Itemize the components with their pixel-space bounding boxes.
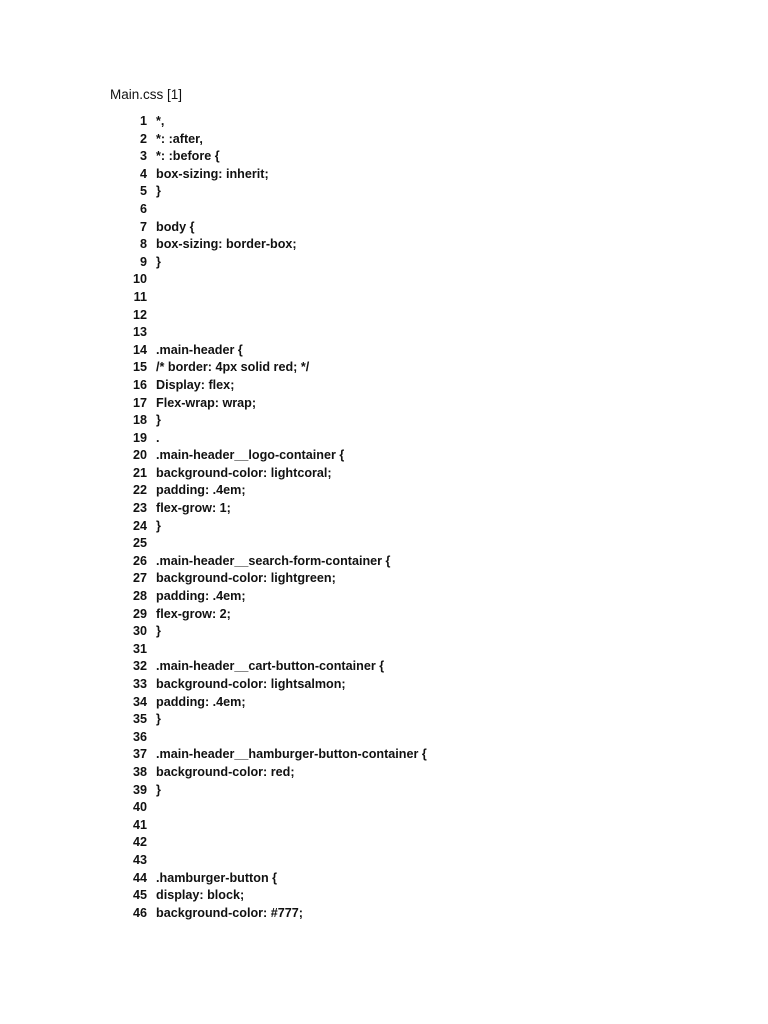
line-number: 7 [139, 219, 147, 234]
code-line [110, 729, 670, 747]
line-text: padding: .4em; [156, 589, 246, 604]
line-number: 45 [132, 888, 147, 903]
line-text: Flex-wrap: wrap; [156, 395, 257, 410]
line-number: 12 [132, 307, 147, 322]
line-number: 41 [132, 817, 147, 832]
code-line [110, 782, 670, 800]
line-number: 28 [132, 589, 147, 604]
code-line [110, 236, 670, 254]
line-text: box-sizing: border-box; [156, 237, 297, 252]
line-number: 25 [132, 536, 147, 551]
line-text: background-color: red; [156, 764, 295, 779]
line-number: 23 [132, 501, 147, 516]
line-number: 2 [139, 131, 147, 146]
code-line [110, 694, 670, 712]
line-text: background-color: #777; [156, 905, 303, 920]
code-line [110, 588, 670, 606]
line-number: 42 [132, 835, 147, 850]
code-line [110, 324, 670, 342]
line-text: *: :after, [156, 131, 203, 146]
code-line [110, 183, 670, 201]
code-line [110, 535, 670, 553]
line-text: . [156, 430, 160, 445]
code-line [110, 271, 670, 289]
line-text: .main-header__search-form-container { [156, 553, 391, 568]
line-number: 29 [132, 606, 147, 621]
line-number: 16 [132, 377, 147, 392]
code-line [110, 148, 670, 166]
line-number: 40 [132, 800, 147, 815]
line-text: background-color: lightgreen; [156, 571, 336, 586]
code-line [110, 764, 670, 782]
line-number: 37 [132, 747, 147, 762]
code-line [110, 641, 670, 659]
line-number: 31 [132, 641, 147, 656]
code-line [110, 834, 670, 852]
code-line [110, 905, 670, 923]
line-number: 17 [132, 395, 147, 410]
line-text: } [156, 712, 161, 727]
line-text: flex-grow: 2; [156, 606, 231, 621]
line-number: 46 [132, 905, 147, 920]
code-line [110, 131, 670, 149]
line-text: .main-header__logo-container { [156, 448, 345, 463]
line-number: 1 [139, 114, 147, 128]
code-line [110, 201, 670, 219]
code-listing [110, 113, 670, 922]
code-line [110, 500, 670, 518]
line-number: 5 [139, 184, 147, 199]
line-number: 19 [132, 430, 147, 445]
code-line [110, 342, 670, 360]
code-line [110, 553, 670, 571]
line-number: 9 [139, 254, 147, 269]
line-number: 44 [132, 870, 147, 885]
code-line [110, 518, 670, 536]
line-number: 15 [132, 360, 147, 375]
line-text: body { [156, 219, 195, 234]
line-number: 10 [132, 272, 147, 287]
code-line [110, 289, 670, 307]
line-text: box-sizing: inherit; [156, 166, 269, 181]
line-number: 14 [132, 342, 147, 357]
code-line [110, 465, 670, 483]
line-number: 38 [132, 764, 147, 779]
line-text: .hamburger-button { [156, 870, 278, 885]
code-line [110, 606, 670, 624]
code-line [110, 254, 670, 272]
code-line [110, 799, 670, 817]
document-title: Main.css [1] [110, 87, 183, 102]
line-text: .main-header__hamburger-button-container { [156, 747, 427, 762]
code-line [110, 412, 670, 430]
code-line [110, 570, 670, 588]
line-number: 3 [139, 149, 147, 164]
line-number: 11 [133, 289, 147, 304]
code-line [110, 887, 670, 905]
line-number: 34 [132, 694, 147, 709]
line-number: 13 [132, 325, 147, 340]
line-text: } [156, 782, 161, 797]
line-text: padding: .4em; [156, 694, 246, 709]
line-text: /* border: 4px solid red; */ [156, 360, 310, 375]
line-text: } [156, 624, 161, 639]
code-line [110, 166, 670, 184]
code-line [110, 676, 670, 694]
line-number: 36 [132, 729, 147, 744]
line-number: 18 [132, 413, 147, 428]
line-text: *: :before { [156, 149, 220, 164]
line-number: 30 [132, 624, 147, 639]
code-line [110, 113, 670, 131]
line-number: 21 [132, 465, 147, 480]
line-text: } [156, 413, 161, 428]
line-number: 32 [132, 659, 147, 674]
line-number: 39 [132, 782, 147, 797]
line-number: 8 [139, 237, 147, 252]
code-line [110, 746, 670, 764]
line-text: .main-header__cart-button-container { [156, 659, 385, 674]
line-text: } [156, 518, 161, 533]
line-text: Display: flex; [156, 377, 235, 392]
code-line [110, 395, 670, 413]
line-number: 6 [139, 201, 147, 216]
line-number: 35 [132, 712, 147, 727]
line-number: 24 [132, 518, 147, 533]
line-number: 26 [132, 553, 147, 568]
code-line [110, 377, 670, 395]
line-text: display: block; [156, 888, 245, 903]
code-line [110, 219, 670, 237]
line-text: .main-header { [156, 342, 243, 357]
line-number: 22 [132, 483, 147, 498]
code-line [110, 623, 670, 641]
line-number: 43 [132, 852, 147, 867]
code-line [110, 307, 670, 325]
line-text: flex-grow: 1; [156, 501, 231, 516]
code-line [110, 447, 670, 465]
code-line [110, 658, 670, 676]
code-line [110, 482, 670, 500]
line-number: 33 [132, 677, 147, 691]
line-text: padding: .4em; [156, 483, 246, 498]
line-text: background-color: lightcoral; [156, 465, 332, 480]
code-line [110, 852, 670, 870]
line-text: } [156, 184, 161, 199]
line-text: background-color: lightsalmon; [156, 677, 346, 691]
line-number: 20 [132, 448, 147, 463]
code-line [110, 430, 670, 448]
code-line [110, 711, 670, 729]
code-line [110, 870, 670, 888]
line-number: 4 [139, 166, 147, 181]
line-text: } [156, 254, 161, 269]
line-text: *, [156, 114, 165, 128]
line-number: 27 [132, 571, 147, 586]
code-line [110, 817, 670, 835]
code-line [110, 359, 670, 377]
